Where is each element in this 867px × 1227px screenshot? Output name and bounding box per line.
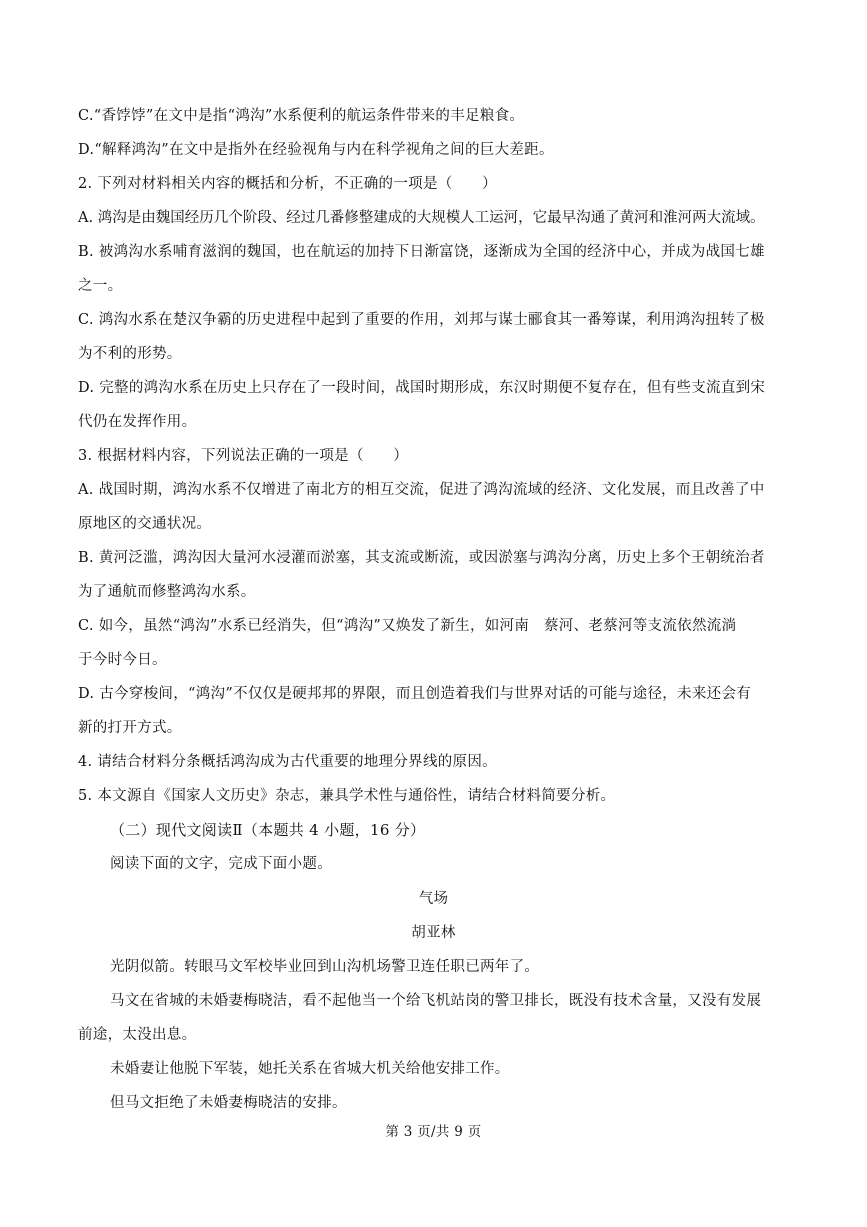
question-3-option-a-line2: 原地区的交通状况。 bbox=[78, 516, 212, 532]
story-title: 气场 bbox=[418, 891, 449, 907]
reading-instruction: 阅读下面的文字，完成下面小题。 bbox=[110, 856, 332, 872]
question-3-option-d-line2: 新的打开方式。 bbox=[78, 720, 182, 736]
question-3-option-a-line1: A. 战国时期，鸿沟水系不仅增进了南北方的相互交流，促进了鸿沟流域的经济、文化发展，而且改善了中 bbox=[78, 482, 765, 498]
story-paragraph-2-line1: 马文在省城的未婚妻梅晓洁，看不起他当一个给飞机站岗的警卫排长，既没有技术含量，又没有发展 bbox=[110, 993, 762, 1009]
section-heading: （二）现代文阅读Ⅱ（本题共 4 小题，16 分） bbox=[110, 821, 426, 839]
question-3-option-b-line1: B. 黄河泛滥，鸿沟因大量河水浸灌而淤塞，其支流或断流，或因淤塞与鸿沟分离，历史上多个王朝统治者 bbox=[78, 550, 765, 566]
question-5-stem: 5. 本文源自《国家人文历史》杂志，兼具学术性与通俗性，请结合材料简要分析。 bbox=[78, 788, 616, 804]
question-2-option-b-line2: 之一。 bbox=[78, 278, 123, 294]
question-3-option-c-line1: C. 如今，虽然“鸿沟”水系已经消失，但“鸿沟”又焕发了新生，如河南 蔡河、老蔡河等支流依然流淌 bbox=[78, 618, 737, 634]
question-2-option-c-line2: 为不利的形势。 bbox=[78, 346, 182, 362]
question-3-option-c-line2: 于今时今日。 bbox=[78, 652, 167, 668]
story-paragraph-1: 光阴似箭。转眼马文军校毕业回到山沟机场警卫连任职已两年了。 bbox=[110, 959, 540, 975]
story-author: 胡亚林 bbox=[411, 925, 456, 941]
question-3-option-d-line1: D. 古今穿梭间，“鸿沟”不仅仅是硬邦邦的界限，而且创造着我们与世界对话的可能与途径，未来还会有 bbox=[78, 686, 752, 702]
question-2-option-d-line1: D. 完整的鸿沟水系在历史上只存在了一段时间，战国时期形成，东汉时期便不复存在，但有些支流直到宋 bbox=[78, 380, 766, 396]
option-d-question1: D.“解释鸿沟”在文中是指外在经验视角与内在科学视角之间的巨大差距。 bbox=[78, 142, 554, 158]
question-2-option-b-line1: B. 被鸿沟水系哺育滋润的魏国，也在航运的加持下日渐富饶，逐渐成为全国的经济中心，并成为战国七雄 bbox=[78, 244, 765, 260]
question-4-stem: 4. 请结合材料分条概括鸿沟成为古代重要的地理分界线的原因。 bbox=[78, 754, 497, 770]
story-paragraph-2-line2: 前途，太没出息。 bbox=[78, 1027, 197, 1043]
story-paragraph-3: 未婚妻让他脱下军装，她托关系在省城大机关给他安排工作。 bbox=[110, 1061, 510, 1077]
page-footer: 第 3 页/共 9 页 bbox=[385, 1124, 482, 1140]
question-2-option-c-line1: C. 鸿沟水系在楚汉争霸的历史进程中起到了重要的作用，刘邦与谋士郦食其一番筹谋，利用鸿沟扭转了极 bbox=[78, 312, 765, 328]
option-c-question1: C.“香饽饽”在文中是指“鸿沟”水系便利的航运条件带来的丰足粮食。 bbox=[78, 108, 525, 124]
question-3-option-b-line2: 为了通航而修整鸿沟水系。 bbox=[78, 584, 256, 600]
story-paragraph-4: 但马文拒绝了未婚妻梅晓洁的安排。 bbox=[110, 1095, 347, 1111]
question-3-stem: 3. 根据材料内容，下列说法正确的一项是（ ） bbox=[78, 448, 409, 464]
question-2-stem: 2. 下列对材料相关内容的概括和分析，不正确的一项是（ ） bbox=[78, 176, 497, 192]
question-2-option-d-line2: 代仍在发挥作用。 bbox=[78, 414, 197, 430]
question-2-option-a: A. 鸿沟是由魏国经历几个阶段、经过几番修整建成的大规模人工运河，它最早沟通了黄河和淮河两大流域。 bbox=[78, 210, 765, 226]
